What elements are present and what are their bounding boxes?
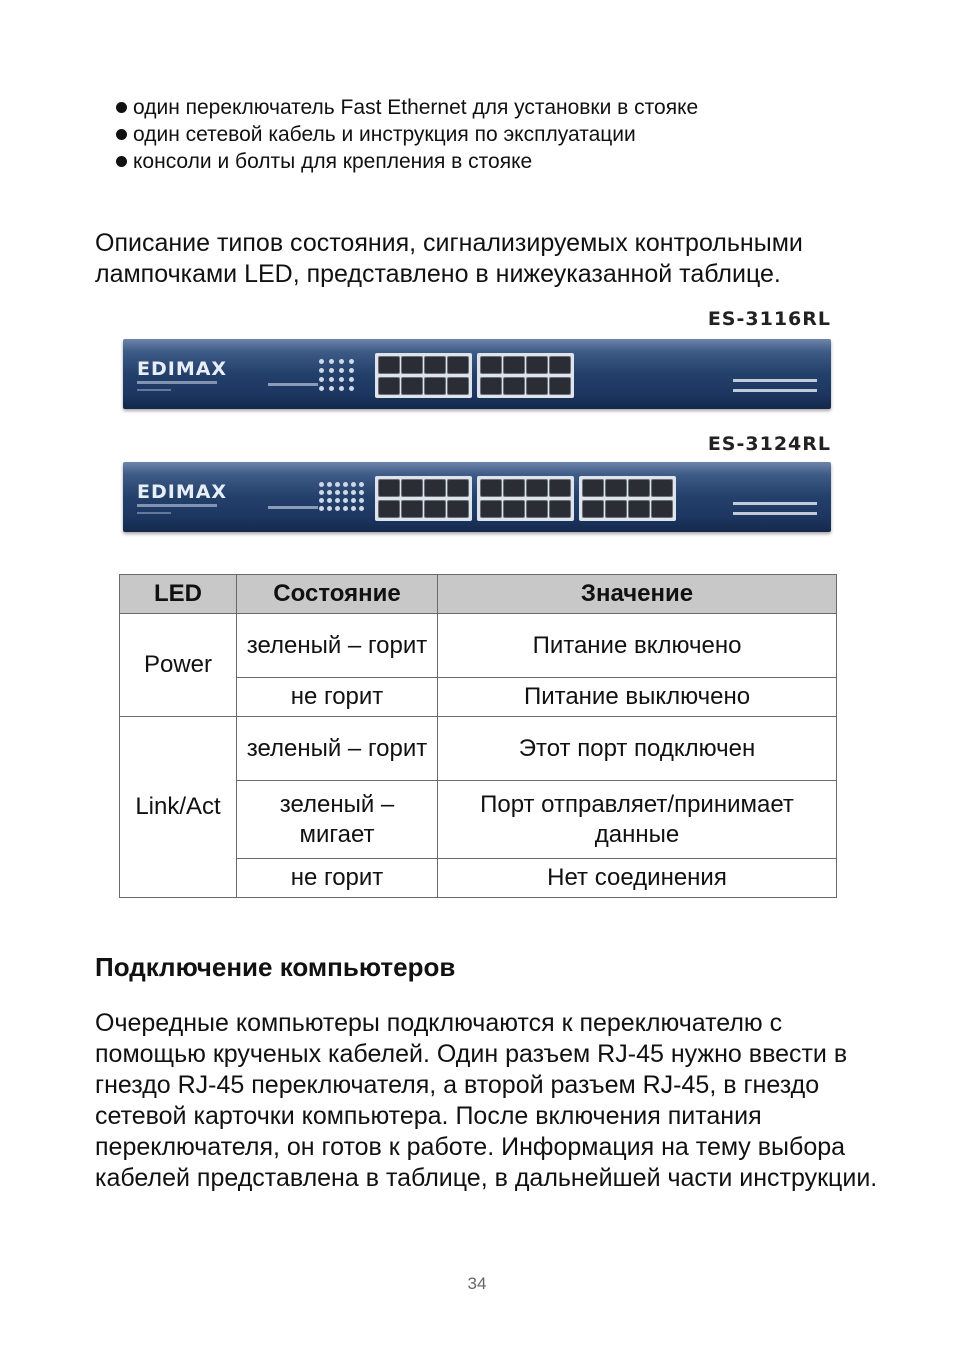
meaning-cell: Питание включено	[438, 614, 837, 678]
list-item: консоли и болты для крепления в стояке	[116, 148, 698, 175]
power-label-mark	[268, 506, 318, 509]
column-header-led: LED	[120, 575, 237, 614]
switch-image-es3116rl	[123, 339, 831, 409]
column-header-meaning: Значение	[438, 575, 837, 614]
bullet-list	[116, 94, 698, 175]
product-description-mark	[733, 502, 817, 505]
table-row	[120, 614, 837, 678]
state-cell: зеленый – мигает	[237, 781, 438, 859]
model-label-es3124rl: ES-3124RL	[707, 433, 831, 455]
port-group	[579, 476, 676, 521]
port-group	[375, 353, 472, 398]
logo-model-text	[137, 389, 171, 391]
led-status-table	[119, 574, 837, 898]
port-group	[375, 476, 472, 521]
edimax-logo: EDIMAX	[137, 358, 228, 380]
state-cell: не горит	[237, 859, 438, 898]
meaning-cell: Нет соединения	[438, 859, 837, 898]
body-paragraph: Очередные компьютеры подключаются к переключателю с помощью крученых кабелей. Один разъем RJ-45 нужно ввести в гнездо RJ-45 переключателя, а второй разъем RJ-45, в гнездо сетевой карточки компьютера. После включения питания переключателя, он готов к работе. Информация на тему выбора кабелей представлена в таблице, в дальнейшей части инструкции.	[95, 1009, 878, 1192]
section-title: Подключение компьютеров	[95, 952, 456, 982]
product-description-mark	[733, 512, 817, 515]
meaning-cell: Этот порт подключен	[438, 717, 837, 781]
product-description-mark	[733, 379, 817, 382]
bullet-icon	[116, 156, 127, 167]
bullet-icon	[116, 102, 127, 113]
led-cell-power: Power	[120, 614, 237, 717]
model-label-es3116rl: ES-3116RL	[707, 308, 831, 330]
led-cell-link-act: Link/Act	[120, 717, 237, 898]
product-description-mark	[733, 389, 817, 392]
port-panel	[375, 353, 574, 398]
state-cell: не горит	[237, 678, 438, 717]
port-group	[477, 476, 574, 521]
page-number: 34	[467, 1274, 487, 1293]
edimax-logo: EDIMAX	[137, 481, 228, 503]
state-cell: зеленый – горит	[237, 717, 438, 781]
meaning-cell: Питание выключено	[438, 678, 837, 717]
state-cell: зеленый – горит	[237, 614, 438, 678]
intro-paragraph: Описание типов состояния, сигнализируемых контрольными лампочками LED, представлено в нижеуказанной таблице.	[95, 229, 803, 288]
meaning-cell: Порт отправляет/принимает данные	[438, 781, 837, 859]
bullet-icon	[116, 129, 127, 140]
port-panel	[375, 476, 676, 521]
table-header-row	[120, 575, 837, 614]
led-panel	[319, 359, 355, 391]
list-item: один сетевой кабель и инструкция по эксплуатации	[116, 121, 698, 148]
logo-tagline	[137, 504, 217, 507]
port-group	[477, 353, 574, 398]
logo-tagline	[137, 381, 217, 384]
power-label-mark	[268, 383, 318, 386]
column-header-state: Состояние	[237, 575, 438, 614]
list-item: один переключатель Fast Ethernet для установки в стояке	[116, 94, 698, 121]
logo-model-text	[137, 512, 171, 514]
led-panel	[319, 482, 365, 511]
table-row	[120, 717, 837, 781]
switch-image-es3124rl	[123, 462, 831, 532]
